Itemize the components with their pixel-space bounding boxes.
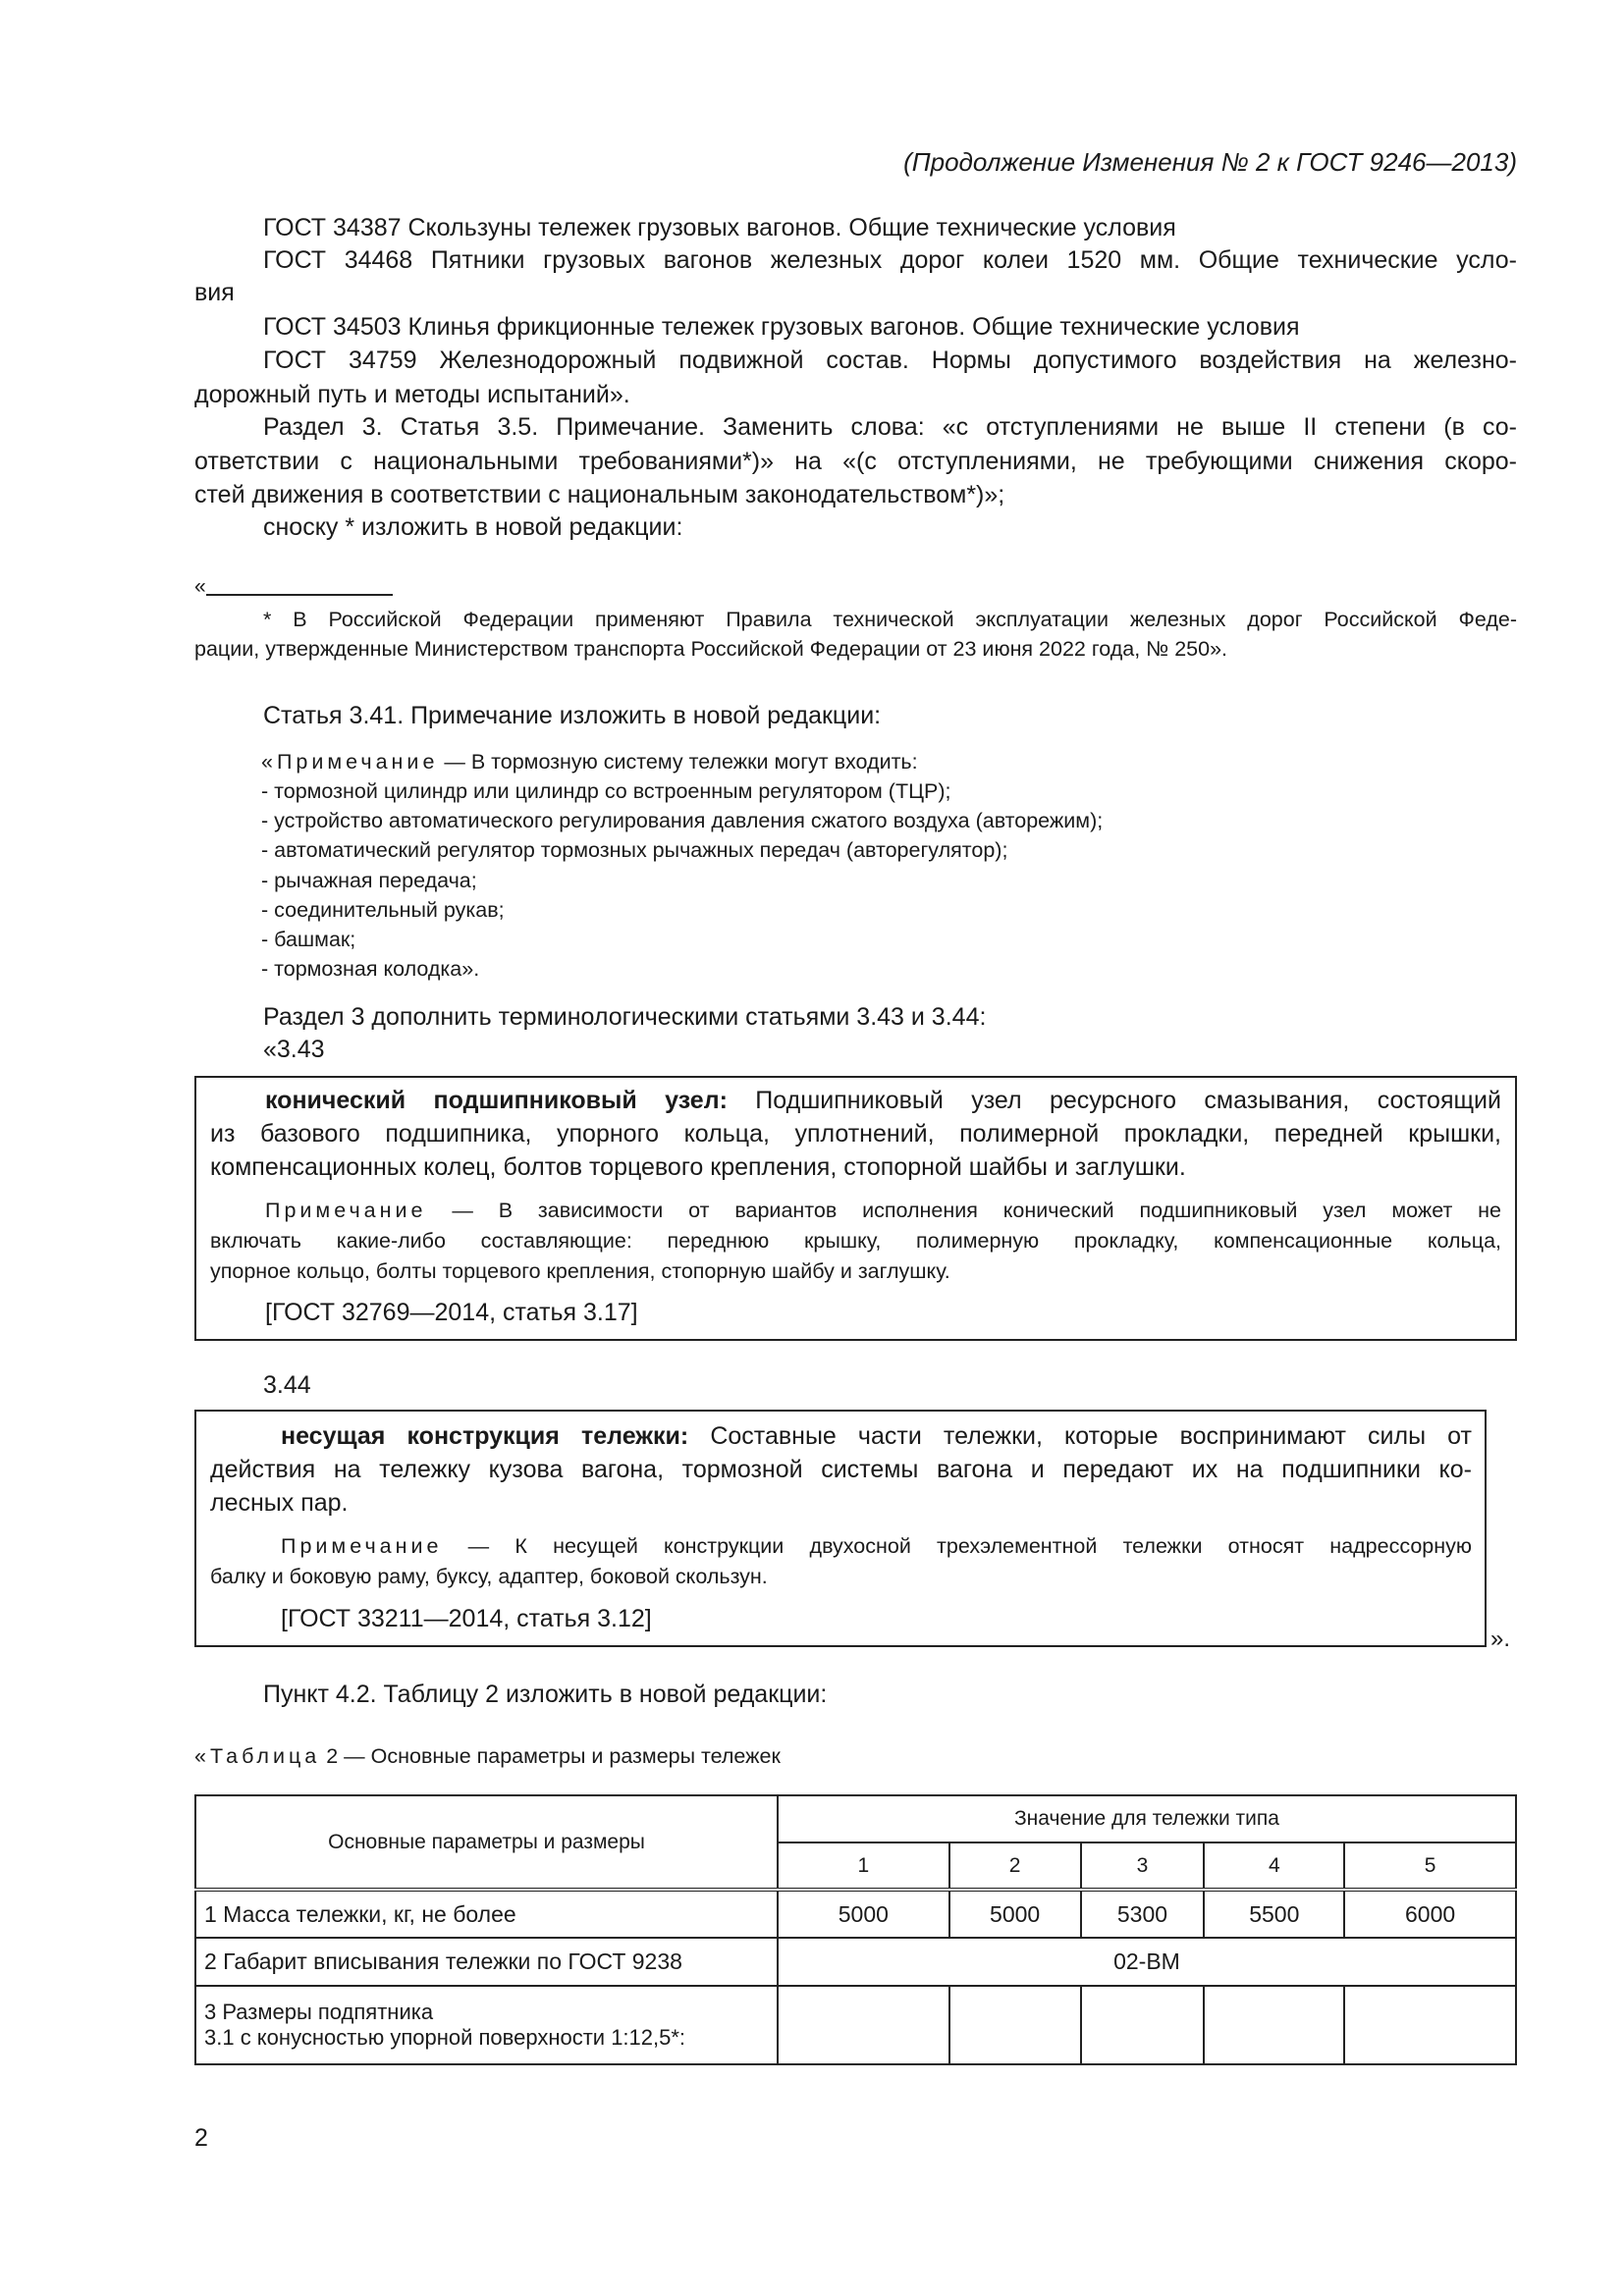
type-header: 1 (778, 1842, 949, 1890)
text-line: дорожный путь и методы испытаний». (194, 381, 630, 408)
term-343-source: [ГОСТ 32769—2014, статья 3.17] (265, 1299, 638, 1326)
term-344-def: лесных пар. (210, 1489, 349, 1517)
term-344-def: действия на тележку кузова вагона, тормозной системы вагона и передают их на подшипники ко- (210, 1456, 1472, 1483)
note-text: упорное кольцо, болты торцевого крепления, стопорную шайбу и заглушку. (210, 1259, 950, 1283)
page-number: 2 (194, 2124, 208, 2152)
row-value: 5000 (949, 1890, 1081, 1938)
text-line: ответствии с национальными требованиями*)» на «(с отступлениями, не требующими снижения скоро- (194, 448, 1517, 475)
text-line: сноску * изложить в новой редакции: (263, 513, 683, 541)
term-343-number: «3.43 (263, 1036, 325, 1063)
note-item: - соединительный рукав; (261, 898, 505, 922)
clause-42: Пункт 4.2. Таблицу 2 изложить в новой редакции: (263, 1681, 828, 1708)
row-value (1344, 1986, 1516, 2064)
note-label: «Примечание (261, 750, 439, 774)
row-param (195, 1986, 778, 2064)
table-row (195, 1986, 1516, 2064)
note-item: - тормозная колодка». (261, 957, 480, 981)
note-label: Примечание (265, 1199, 427, 1222)
footnote-quote: « (194, 575, 206, 598)
note-item: - башмак; (261, 928, 356, 951)
type-header: 4 (1204, 1842, 1344, 1890)
row-param-line: 3.1 с конусностью упорной поверхности 1:12,5*: (204, 2025, 686, 2050)
note-text: включать какие-либо составляющие: переднюю крышку, полимерную прокладку, компенсационные кольца, (210, 1229, 1501, 1253)
caption-text: 2 — Основные параметры и размеры тележек (320, 1744, 781, 1768)
term-344-number: 3.44 (263, 1371, 311, 1399)
note-label: Примечание (281, 1534, 443, 1558)
term-343-def: компенсационных колец, болтов торцевого крепления, стопорной шайбы и заглушки. (210, 1153, 1186, 1181)
text-line: Раздел 3. Статья 3.5. Примечание. Заменить слова: «с отступлениями не выше II степени (в со- (263, 413, 1517, 441)
footnote-rule (206, 594, 393, 596)
note-text: — В тормозную систему тележки могут входить: (438, 750, 918, 774)
text-line: ГОСТ 34468 Пятники грузовых вагонов железных дорог колеи 1520 мм. Общие технические усло- (263, 246, 1517, 274)
note-text: балку и боковую раму, буксу, адаптер, боковой скользун. (210, 1565, 768, 1588)
closing-quote: ». (1490, 1626, 1511, 1652)
row-value (949, 1986, 1081, 2064)
text-line: стей движения в соответствии с национальным законодательством*)»; (194, 481, 1005, 508)
term-343-def: из базового подшипника, упорного кольца, уплотнений, полимерной прокладки, передней крышки, (210, 1120, 1501, 1148)
text-line: ГОСТ 34387 Скользуны тележек грузовых вагонов. Общие технические условия (263, 214, 1176, 241)
row-value: 5000 (778, 1890, 949, 1938)
parameters-table (194, 1794, 1517, 2065)
note-item: - рычажная передача; (261, 869, 477, 892)
type-header: 2 (949, 1842, 1081, 1890)
row-value (1081, 1986, 1205, 2064)
row-param: 2 Габарит вписывания тележки по ГОСТ 9238 (195, 1938, 778, 1986)
row-value: 6000 (1344, 1890, 1516, 1938)
table-row (195, 1890, 1516, 1938)
term-343-term: конический подшипниковый узел: (265, 1087, 728, 1114)
text-line: ГОСТ 34503 Клинья фрикционные тележек грузовых вагонов. Общие технические условия (263, 313, 1300, 341)
caption-label: «Таблица (194, 1744, 321, 1768)
note-text: — В зависимости от вариантов исполнения конический подшипниковый узел может не (426, 1199, 1501, 1222)
table-row (195, 1938, 1516, 1986)
footnote-line: рации, утвержденные Министерством транспорта Российской Федерации от 23 июня 2022 года, № 250». (194, 637, 1227, 661)
row-param: 1 Масса тележки, кг, не более (195, 1890, 778, 1938)
term-344-source: [ГОСТ 33211—2014, статья 3.12] (281, 1605, 652, 1632)
type-header: 5 (1344, 1842, 1516, 1890)
note-text: — К несущей конструкции двухосной трехэлементной тележки относят надрессорную (442, 1534, 1472, 1558)
article-341-heading: Статья 3.41. Примечание изложить в новой редакции: (263, 702, 882, 729)
section3-add: Раздел 3 дополнить терминологическими статьями 3.43 и 3.44: (263, 1003, 987, 1031)
type-header: 3 (1081, 1842, 1205, 1890)
term-344-def: Составные части тележки, которые воспринимают силы от (688, 1422, 1472, 1450)
note-item: - устройство автоматического регулирования давления сжатого воздуха (авторежим); (261, 809, 1104, 832)
term-344-term: несущая конструкция тележки: (281, 1422, 689, 1450)
term-343-def: Подшипниковый узел ресурсного смазывания, состоящий (727, 1087, 1501, 1114)
row-value: 5300 (1081, 1890, 1205, 1938)
header-param: Основные параметры и размеры (195, 1795, 778, 1890)
running-header: (Продолжение Изменения № 2 к ГОСТ 9246—2013) (903, 147, 1517, 177)
table-caption (194, 1744, 781, 1769)
row-param-line: 3 Размеры подпятника (204, 2000, 434, 2024)
footnote-line: * В Российской Федерации применяют Правила технической эксплуатации железных дорог Российской Феде- (263, 608, 1517, 631)
text-line: вия (194, 279, 235, 306)
term-343-box (194, 1076, 1517, 1341)
term-344-box (194, 1410, 1487, 1647)
row-value: 02-ВМ (778, 1938, 1516, 1986)
row-value (778, 1986, 949, 2064)
row-value: 5500 (1204, 1890, 1344, 1938)
row-value (1204, 1986, 1344, 2064)
note-item: - автоматический регулятор тормозных рычажных передач (авторегулятор); (261, 838, 1008, 862)
note-item: - тормозной цилиндр или цилиндр со встроенным регулятором (ТЦР); (261, 779, 951, 803)
header-group: Значение для тележки типа (778, 1795, 1516, 1842)
text-line: ГОСТ 34759 Железнодорожный подвижной состав. Нормы допустимого воздействия на железно- (263, 347, 1517, 374)
